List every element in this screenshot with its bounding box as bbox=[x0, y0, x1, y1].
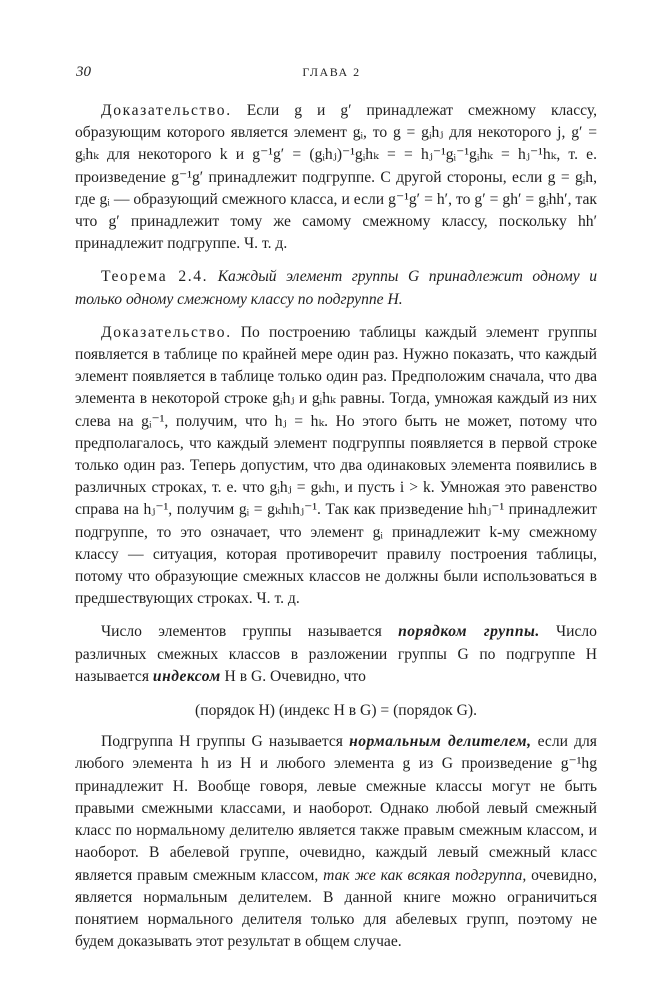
theorem-statement: Каждый элемент группы G принадлежит одному и только одному смежному классу по подгруппе H. bbox=[75, 268, 597, 308]
body-text bbox=[75, 100, 597, 953]
proof-paragraph-2 bbox=[75, 322, 597, 611]
chapter-title: ГЛАВА 2 bbox=[302, 65, 361, 79]
normal-paragraph bbox=[75, 731, 597, 953]
theorem-label: Теорема 2.4. bbox=[101, 268, 209, 286]
page-number: 30 bbox=[76, 64, 91, 80]
proof-label: Доказательство. bbox=[101, 102, 232, 119]
term-normal-divisor: нормальным делителем, bbox=[349, 733, 532, 751]
normal-italic: так же как всякая подгруппа, bbox=[323, 866, 527, 884]
proof-body: По построению таблицы каждый элемент группы появляется в таблице по крайней мере один раз. Нужно показать, что каждый элемент появляется в таблице только один раз. Предположим сначала, что два элемента в некоторой строке gᵢhⱼ и gᵢhₖ равны. Тогда, умножая каждый из них слева на gᵢ⁻¹, получим, что hⱼ = hₖ. Но этого быть не может, потому что предполагалось, что каждый элемент подгруппы появляется в первой строке только один раз. Теперь допустим, что два одинаковых элемента появились в различных строках, т. е. что gᵢhⱼ = gₖhₗ, и пусть i > k. Умножая это равенство справа на hⱼ⁻¹, получим gᵢ = gₖhₗhⱼ⁻¹. Так как призведение hₗhⱼ⁻¹ принадлежит подгруппе, то это означает, что элемент gᵢ принадлежит k-му смежному классу — ситуация, которая противоречит правилу построения таблицы, потому что образующие смежных классов не должны были использоваться в предшествующих строках. Ч. т. д. bbox=[75, 323, 597, 608]
normal-text-2: если для любого элемента h из H и любого элемента g из G произведение g⁻¹hg принадлежит H. Вообще говоря, левые смежные классы могут не быть правыми смежными классами, и наоборот. Однако любой левый смежный класс по нормальному делителю является также правым смежным классом, и наоборот. В абелевой группе, очевидно, каждый левый смежный класс является правым смежным классом, bbox=[75, 733, 597, 884]
theorem-paragraph bbox=[75, 266, 597, 310]
order-text-3: H в G. Очевидно, что bbox=[224, 667, 366, 685]
order-paragraph bbox=[75, 621, 597, 688]
formula: (порядок H) (индекс H в G) = (порядок G). bbox=[195, 702, 477, 720]
proof-paragraph-1 bbox=[75, 100, 597, 255]
term-order: порядком группы. bbox=[398, 623, 540, 641]
normal-text-3: очевидно, является нормальным делителем. В данной книге можно ограничиться понятием нормального делителя только для абелевых групп, поэтому не будем доказывать этот результат в общем случае. bbox=[75, 866, 598, 951]
term-index: индексом bbox=[152, 667, 221, 685]
order-text-2: Число различных смежных классов в разложении группы G по подгруппе H называется bbox=[75, 623, 597, 685]
normal-text-1: Подгруппа H группы G называется bbox=[101, 733, 343, 751]
proof-label: Доказательство. bbox=[101, 323, 232, 341]
proof-body: Если g и g′ принадлежат смежному классу, образующим которого является элемент gᵢ, то g = gᵢhⱼ для некоторого j, g′ = gᵢhₖ для некоторого k и g⁻¹g′ = (gᵢhⱼ)⁻¹gᵢhₖ = = hⱼ⁻¹gᵢ⁻¹gᵢhₖ = hⱼ⁻¹hₖ, т. е. произведение g⁻¹g′ принадлежит подгруппе. С другой стороны, если g = gᵢh, где gᵢ — образующий смежного класса, и если g⁻¹g′ = h′, то g′ = gh′ = gᵢhh′, так что g′ принадлежит тому же самому смежному классу, поскольку hh′ принадлежит подгруппе. Ч. т. д. bbox=[75, 102, 597, 253]
order-text-1: Число элементов группы называется bbox=[101, 623, 382, 641]
running-header bbox=[76, 64, 587, 86]
